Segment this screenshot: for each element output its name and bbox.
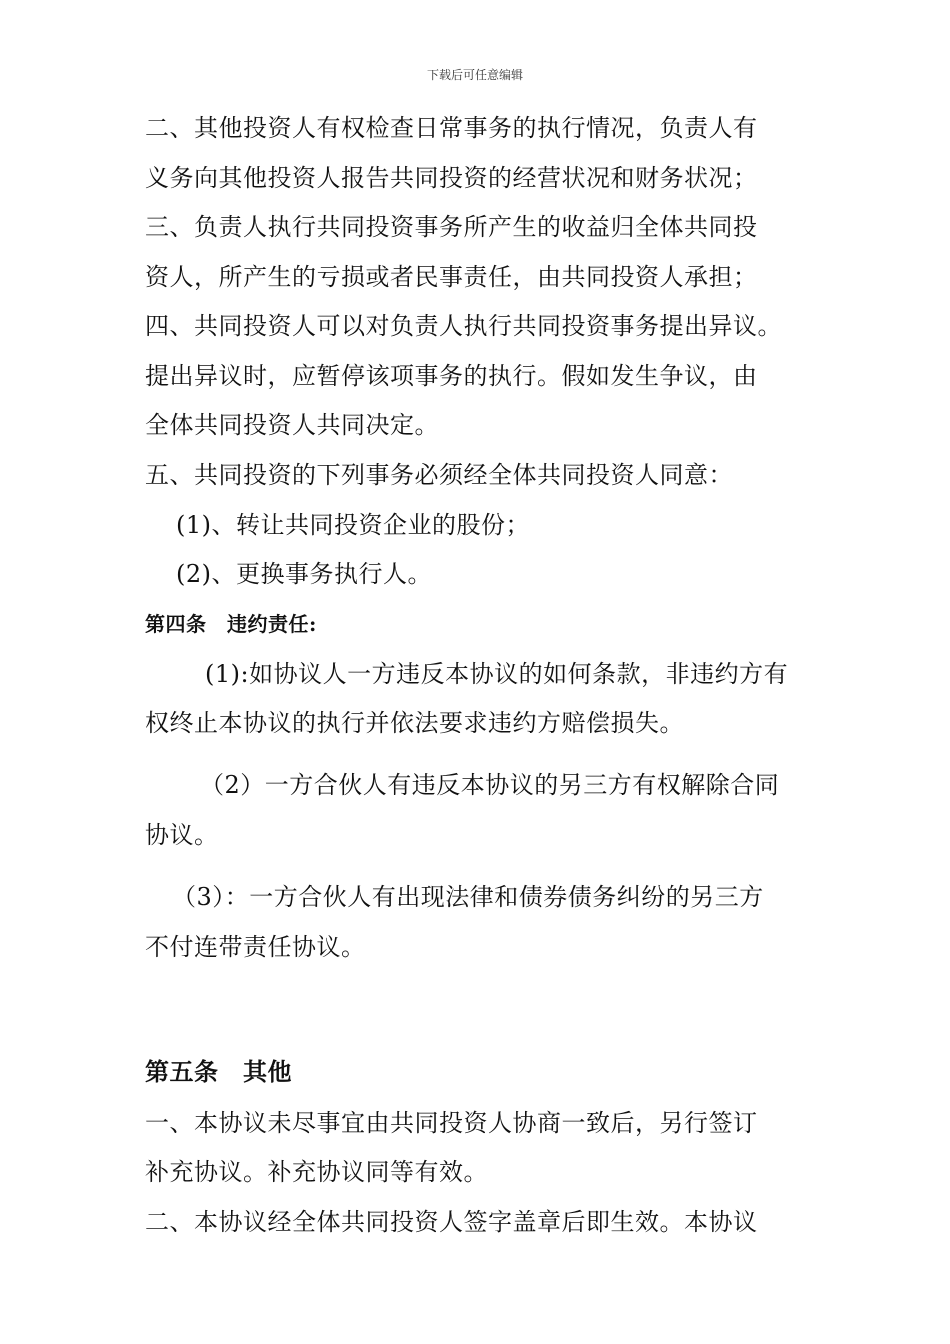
list-item: (2)、更换事务执行人。 [176,560,432,588]
paragraph-line: 义务向其他投资人报告共同投资的经营状况和财务状况； [145,164,758,192]
paragraph-line: 补充协议。补充协议同等有效。 [145,1158,488,1186]
paragraph-line: （2）一方合伙人有违反本协议的另三方有权解除合同 [200,771,780,799]
paragraph-line: 资人，所产生的亏损或者民事责任，由共同投资人承担； [145,263,758,291]
paragraph-line: 协议。 [145,821,219,849]
paragraph-line: 提出异议时，应暂停该项事务的执行。假如发生争议，由 [145,362,758,390]
section-heading: 第五条 其他 [145,1057,292,1086]
paragraph-line: 不付连带责任协议。 [145,933,366,961]
paragraph-line: 三、负责人执行共同投资事务所产生的收益归全体共同投 [145,213,758,241]
paragraph-line: 四、共同投资人可以对负责人执行共同投资事务提出异议。 [145,312,782,340]
paragraph-line: 五、共同投资的下列事务必须经全体共同投资人同意： [145,461,733,489]
section-heading: 第四条 违约责任: [145,612,317,636]
paragraph-line: (1):如协议人一方违反本协议的如何条款，非违约方有 [205,660,789,688]
paragraph-line: 权终止本协议的执行并依法要求违约方赔偿损失。 [145,709,684,737]
list-item: (1)、转让共同投资企业的股份； [176,511,530,539]
paragraph-line: 二、本协议经全体共同投资人签字盖章后即生效。本协议 [145,1208,758,1236]
paragraph-line: 一、本协议未尽事宜由共同投资人协商一致后，另行签订 [145,1109,758,1137]
page-header: 下载后可任意编辑 [426,68,523,82]
paragraph-line: （3）：一方合伙人有出现法律和债券债务纠纷的另三方 [172,883,764,911]
paragraph-line: 二、其他投资人有权检查日常事务的执行情况，负责人有 [145,114,758,142]
paragraph-line: 全体共同投资人共同决定。 [145,411,439,439]
